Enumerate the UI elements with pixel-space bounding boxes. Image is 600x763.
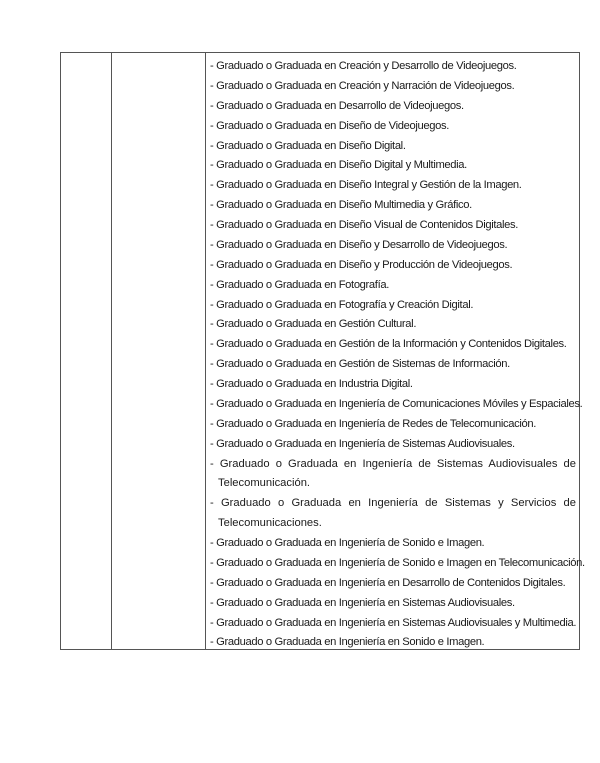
degree-item: - Graduado o Graduada en Diseño Digital. xyxy=(210,139,406,152)
degree-item: - Graduado o Graduada en Diseño y Desarrollo de Videojuegos. xyxy=(210,238,508,251)
degree-item: - Graduado o Graduada en Ingeniería de Sistemas Audiovisuales. xyxy=(210,437,515,450)
degree-item: - Graduado o Graduada en Diseño Integral y Gestión de la Imagen. xyxy=(210,179,522,192)
degree-item: - Graduado o Graduada en Diseño y Producción de Videojuegos. xyxy=(210,258,513,271)
degree-item: - Graduado o Graduada en Gestión Cultural. xyxy=(210,318,417,331)
degree-item: - Graduado o Graduada en Ingeniería de Comunicaciones Móviles y Espaciales. xyxy=(210,397,583,410)
degree-list xyxy=(206,57,585,653)
degree-item: - Graduado o Graduada en Ingeniería de Sonido e Imagen en Telecomunicación. xyxy=(210,556,585,569)
degree-item: - Graduado o Graduada en Ingeniería de Sistemas y Servicios de Telecomunicaciones. xyxy=(210,497,576,530)
degree-item: - Graduado o Graduada en Creación y Desarrollo de Videojuegos. xyxy=(210,60,517,72)
degree-item: - Graduado o Graduada en Ingeniería de Sistemas Audiovisuales de Telecomunicación. xyxy=(210,457,576,490)
degree-item: - Graduado o Graduada en Gestión de Sistemas de Información. xyxy=(210,358,510,371)
degree-item: - Graduado o Graduada en Fotografía y Creación Digital. xyxy=(210,298,474,311)
degree-item: - Graduado o Graduada en Diseño Multimedia y Gráfico. xyxy=(210,199,472,212)
degree-item: - Graduado o Graduada en Creación y Narración de Videojuegos. xyxy=(210,79,515,92)
degree-item: - Graduado o Graduada en Ingeniería de Redes de Telecomunicación. xyxy=(210,417,536,430)
degree-item: - Graduado o Graduada en Fotografía. xyxy=(210,278,389,291)
column-divider-1 xyxy=(111,53,112,649)
degree-item: - Graduado o Graduada en Desarrollo de Videojuegos. xyxy=(210,99,464,112)
degree-item: - Graduado o Graduada en Diseño Visual de Contenidos Digitales. xyxy=(210,219,518,231)
degree-item: - Graduado o Graduada en Ingeniería en Sistemas Audiovisuales. xyxy=(210,596,515,609)
degree-item: - Graduado o Graduada en Industria Digital. xyxy=(210,378,413,390)
degree-item: - Graduado o Graduada en Ingeniería en Desarrollo de Contenidos Digitales. xyxy=(210,576,566,589)
degree-item: - Graduado o Graduada en Ingeniería en Sonido e Imagen. xyxy=(210,636,485,649)
degree-item: - Graduado o Graduada en Ingeniería en Sistemas Audiovisuales y Multimedia. xyxy=(210,616,577,629)
degree-item: - Graduado o Graduada en Diseño de Videojuegos. xyxy=(210,119,449,132)
degree-item: - Graduado o Graduada en Gestión de la Información y Contenidos Digitales. xyxy=(210,338,567,351)
degree-item: - Graduado o Graduada en Ingeniería de Sonido e Imagen. xyxy=(210,537,485,549)
degree-item: - Graduado o Graduada en Diseño Digital y Multimedia. xyxy=(210,159,467,172)
